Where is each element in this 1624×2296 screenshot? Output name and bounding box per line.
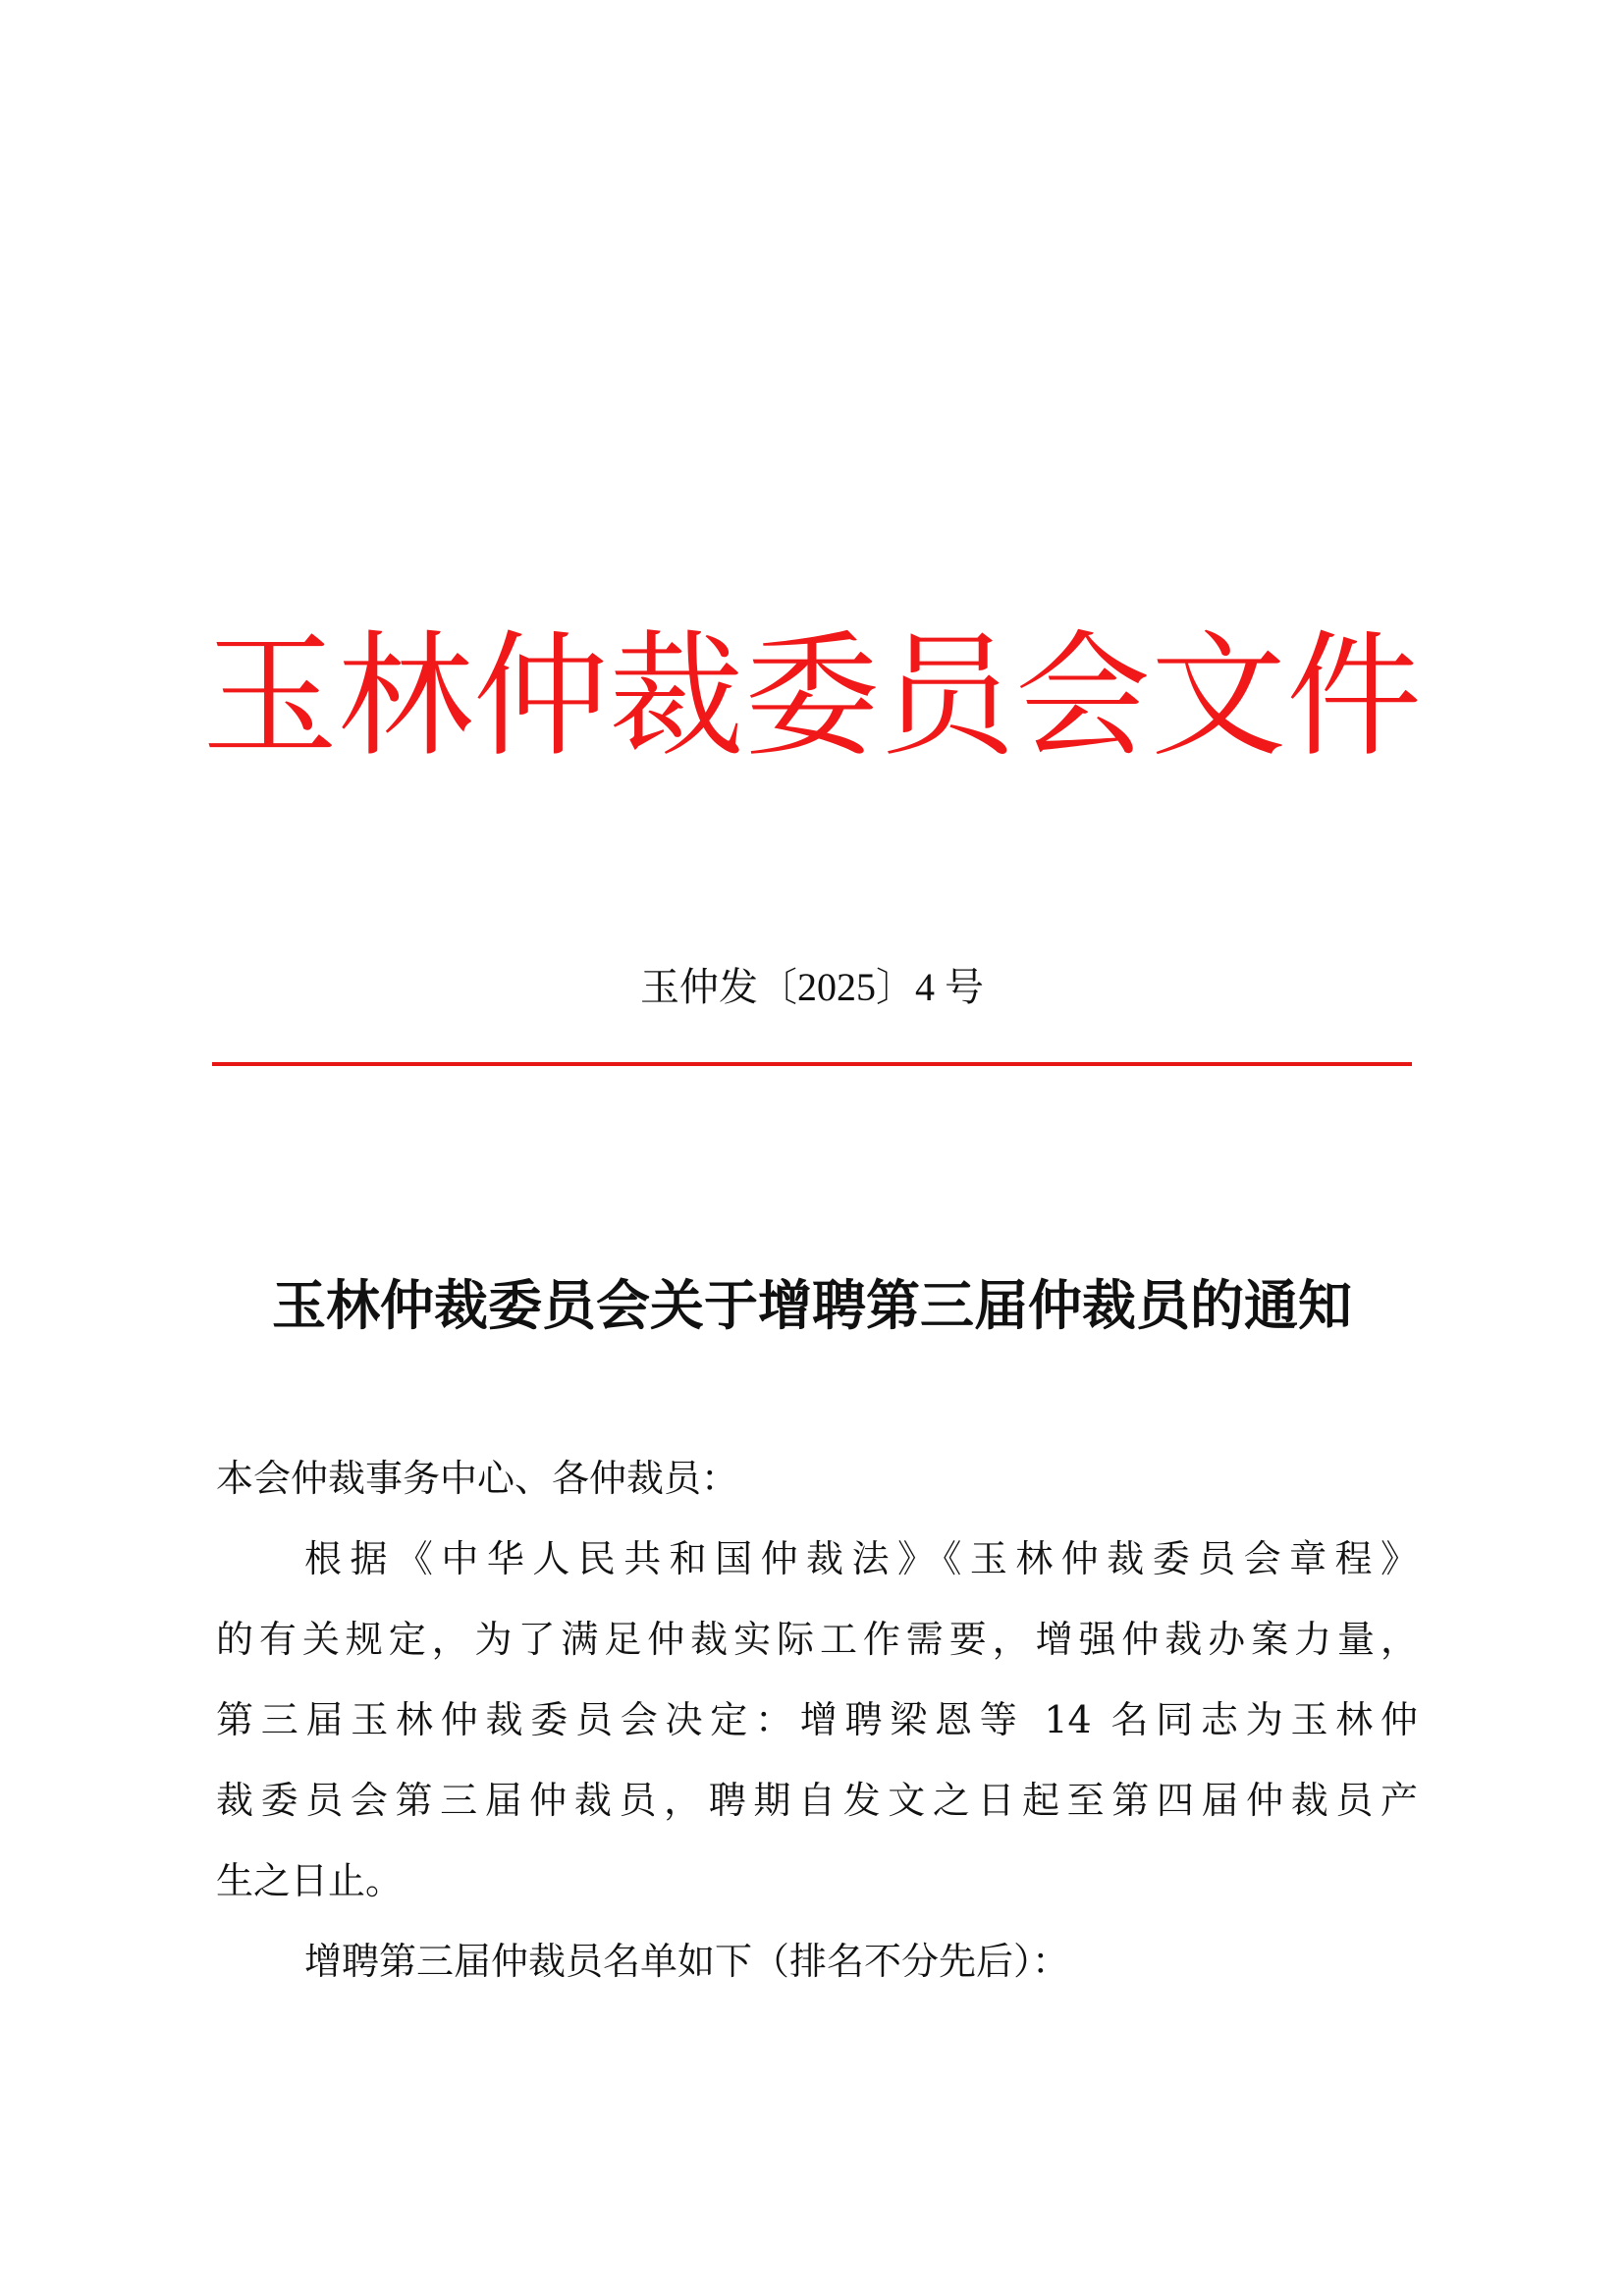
paragraph-line: 生之日止。 [216,1859,404,1902]
list-intro: 增聘第三届仲裁员名单如下（排名不分先后）： [304,1940,1070,1983]
salutation: 本会仲裁事务中心、各仲裁员： [216,1457,739,1500]
document-number: 玉仲发〔2025〕4 号 [640,965,984,1009]
paragraph-line: 第三届玉林仲裁委员会决定：增聘梁恩等 14 名同志为玉林仲 [216,1698,1418,1741]
paragraph-line: 根据《中华人民共和国仲裁法》《玉林仲裁委员会章程》 [304,1537,1418,1580]
masthead-title: 玉林仲裁委员会文件 [201,617,1422,775]
notice-title: 玉林仲裁委员会关于增聘第三届仲裁员的通知 [271,1273,1352,1337]
notice-body [216,1438,1418,2002]
paragraph-line: 的有关规定，为了满足仲裁实际工作需要，增强仲裁办案力量， [216,1618,1418,1661]
paragraph-line: 裁委员会第三届仲裁员，聘期自发文之日起至第四届仲裁员产 [216,1779,1418,1822]
red-separator-line [212,1062,1412,1066]
